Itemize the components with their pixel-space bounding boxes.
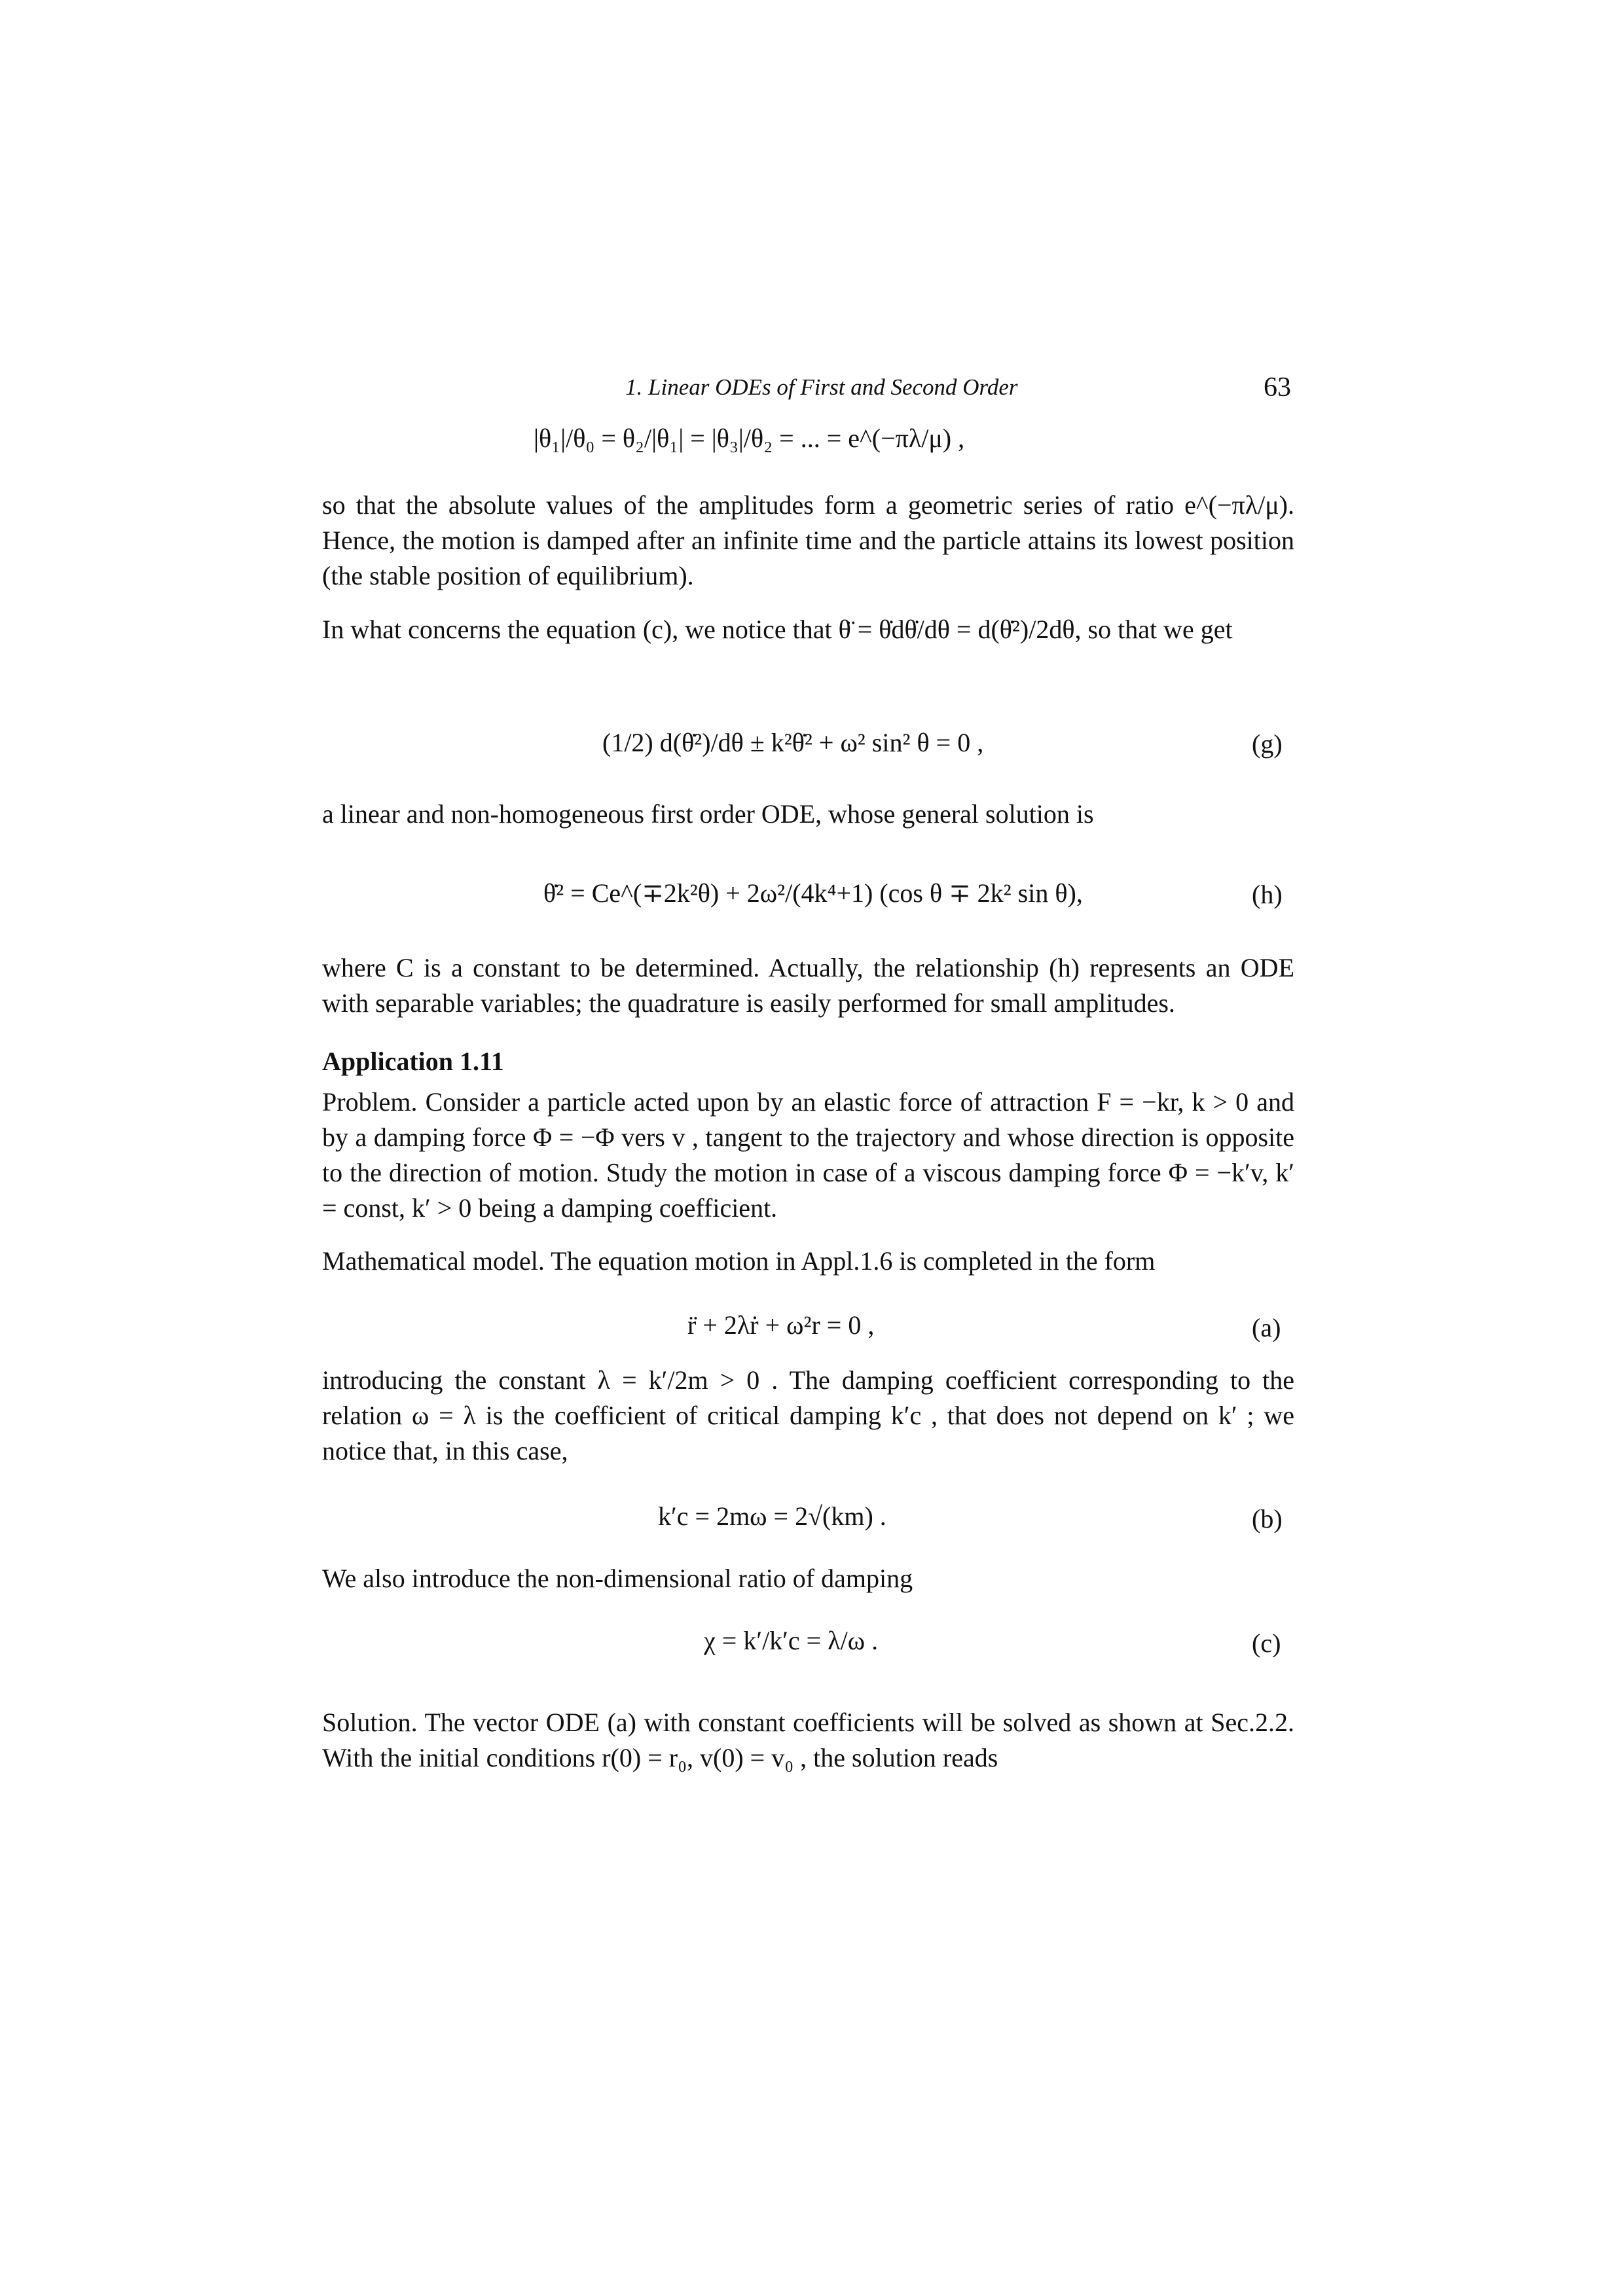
equation-h: θ̇² = Ce^(∓2k²θ) + 2ω²/(4k⁴+1) (cos θ ∓ 2k² sin θ), [543,878,1083,908]
paragraph-critical-damping [322,1363,1294,1469]
page-header [0,374,1623,414]
equation-b: k′c = 2mω = 2√(km) . [658,1501,886,1531]
equation-label-a: (a) [1252,1313,1281,1342]
paragraph-text: introducing the constant λ = k′/2m > 0 . The damping coefficient corresponding to the relation ω = λ is the coefficient of critical damping k′c , that does not depend on k′ ; we notice that, in this case, [322,1365,1294,1465]
paragraph-text: In what concerns the equation (c), we notice that θ̈ = θ̇dθ̇/dθ = d(θ̇²)/2dθ, so that we get [322,615,1233,644]
equation-amplitude-ratio: |θ₁|/θ₀ = θ₂/|θ₁| = |θ₃|/θ₂ = ... = e^(−πλ/μ) , [534,423,965,453]
paragraph-mathematical-model [322,1244,1294,1279]
equation-c: χ = k′/k′c = λ/ω . [704,1626,879,1655]
paragraph-general-solution [322,797,1294,832]
paragraph-damping-ratio [322,1561,1294,1596]
equation-g: (1/2) d(θ̇²)/dθ ± k²θ̇² + ω² sin² θ = 0 , [602,728,984,757]
section-heading: Application 1.11 [322,1047,504,1076]
paragraph-text: Mathematical model. The equation motion in Appl.1.6 is completed in the form [322,1246,1156,1276]
paragraph-text: where C is a constant to be determined. Actually, the relationship (h) represents an ODE with separable variables; the quadrature is easily performed for small amplitudes. [322,953,1294,1018]
equation-label-c: (c) [1252,1628,1281,1658]
paragraph-text: a linear and non-homogeneous first order ODE, whose general solution is [322,799,1094,829]
paragraph-text: Problem. Consider a particle acted upon by an elastic force of attraction F = −kr, k > 0 and by a damping force Φ = −Φ vers v , tangent to the trajectory and whose direction is opposite to the direction of motion. Study the motion in case of a viscous damping force Φ = −k′v, k′ = const, k′ > 0 being a damping coefficient. [322,1087,1294,1223]
equation-label-h: (h) [1252,880,1283,909]
equation-label-g: (g) [1252,729,1283,759]
paragraph-constant-c [322,950,1294,1021]
equation-label-b: (b) [1252,1504,1283,1534]
running-title: 1. Linear ODEs of First and Second Order [625,374,1018,400]
paragraph-text: We also introduce the non-dimensional ratio of damping [322,1564,913,1593]
paragraph-problem [322,1085,1294,1226]
paragraph-geometric-series [322,488,1294,594]
paragraph-text: so that the absolute values of the amplitudes form a geometric series of ratio e^(−πλ/μ). Hence, the motion is damped after an infinite time and the particle attains its lowest position (the stable position of equilibrium). [322,490,1294,590]
paragraph-solution [322,1705,1294,1776]
equation-a: r̈ + 2λṙ + ω²r = 0 , [687,1310,875,1340]
paragraph-text: Solution. The vector ODE (a) with constant coefficients will be solved as shown at Sec.2.2. With the initial conditions r(0) = r₀, v(0) = v₀ , the solution reads [322,1708,1294,1772]
page-number: 63 [1264,372,1291,403]
paragraph-equation-c [322,612,1294,647]
